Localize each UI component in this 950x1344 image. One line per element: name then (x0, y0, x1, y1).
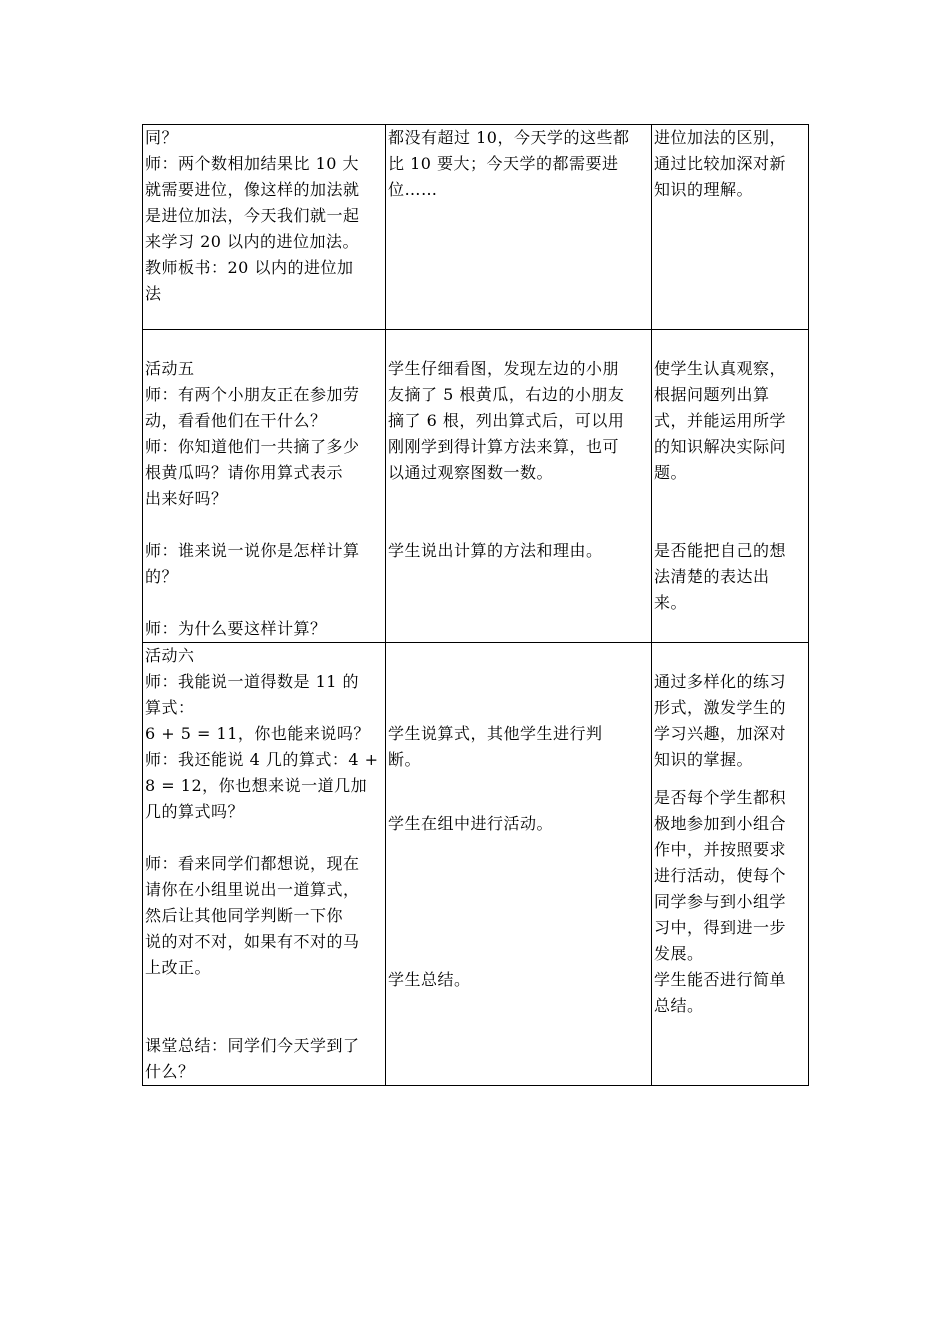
text-line: 友摘了 5 根黄瓜，右边的小朋友 (388, 385, 625, 404)
text-line: 式，并能运用所学 (654, 411, 787, 430)
text-line: 知识的掌握。 (654, 750, 754, 769)
spacer (145, 825, 383, 851)
text-line: 发展。 (654, 944, 704, 963)
text-line: 知识的理解。 (654, 180, 754, 199)
text-line: 学生仔细看图，发现左边的小朋 (388, 359, 620, 378)
design-intent-cell (652, 330, 809, 643)
text-line: 请你在小组里说出一道算式， (145, 880, 360, 899)
spacer (145, 981, 383, 1007)
spacer (388, 799, 649, 811)
spacer (388, 695, 649, 721)
text-line: 以通过观察图数一数。 (388, 463, 554, 482)
text-line: 师：你知道他们一共摘了多少 (145, 437, 360, 456)
text-line: 习中，得到进一步 (654, 918, 787, 937)
lesson-plan-table (142, 124, 809, 1086)
text-line: 法 (145, 284, 162, 303)
spacer (388, 643, 649, 669)
text-line: 使学生认真观察， (654, 359, 787, 378)
spacer (388, 486, 649, 512)
text-line: 教师板书：20 以内的进位加 (145, 258, 354, 277)
text-line: 是否每个学生都积 (654, 788, 787, 807)
spacer (145, 1007, 383, 1033)
text-line: 根黄瓜吗？请你用算式表示 (145, 463, 344, 482)
text-line: 通过多样化的练习 (654, 672, 787, 691)
teacher-activity-cell (143, 643, 386, 1086)
table-row (143, 643, 809, 1086)
text-line: 说的对不对，如果有不对的马 (145, 932, 360, 951)
text-line: 师：有两个小朋友正在参加劳 (145, 385, 360, 404)
text-line: 题。 (654, 463, 688, 482)
text-line: 6 + 5 = 11，你也能来说吗？ (145, 724, 370, 743)
text-line: 断。 (388, 750, 422, 769)
spacer (145, 590, 383, 616)
spacer (654, 330, 806, 356)
spacer (388, 837, 649, 863)
text-line: 就需要进位，像这样的加法就 (145, 180, 360, 199)
text-line: 同学参与到小组学 (654, 892, 787, 911)
text-line: 进位加法的区别， (654, 128, 787, 147)
text-line: 总结。 (654, 996, 704, 1015)
text-line: 什么？ (145, 1062, 195, 1081)
text-line: 作中，并按照要求 (654, 840, 787, 859)
spacer (388, 915, 649, 941)
text-line: 摘了 6 根，列出算式后，可以用 (388, 411, 625, 430)
spacer (654, 773, 806, 785)
spacer (388, 512, 649, 538)
text-line: 活动五 (145, 359, 195, 378)
spacer (388, 669, 649, 695)
text-line: 活动六 (145, 646, 195, 665)
design-intent-cell (652, 125, 809, 330)
text-line: 同？ (145, 128, 179, 147)
text-line: 来。 (654, 593, 688, 612)
text-line: 通过比较加深对新 (654, 154, 787, 173)
text-line: 出来好吗？ (145, 489, 228, 508)
text-line: 学习兴趣，加深对 (654, 724, 787, 743)
spacer (388, 941, 649, 967)
spacer (145, 512, 383, 538)
text-line: 位…… (388, 180, 438, 199)
text-line: 然后让其他同学判断一下你 (145, 906, 344, 925)
spacer (654, 486, 806, 512)
text-line: 师：我能说一道得数是 11 的 (145, 672, 360, 691)
text-line: 极地参加到小组合 (654, 814, 787, 833)
text-line: 的？ (145, 567, 179, 586)
text-line: 来学习 20 以内的进位加法。 (145, 232, 360, 251)
student-activity-cell (386, 643, 652, 1086)
text-line: 法清楚的表达出 (654, 567, 770, 586)
text-line: 比 10 要大；今天学的都需要进 (388, 154, 619, 173)
table-row (143, 125, 809, 330)
student-activity-cell (386, 330, 652, 643)
text-line: 师：看来同学们都想说，现在 (145, 854, 360, 873)
table-row (143, 330, 809, 643)
spacer (388, 889, 649, 915)
text-line: 上改正。 (145, 958, 212, 977)
text-line: 学生在组中进行活动。 (388, 814, 554, 833)
text-line: 的知识解决实际问 (654, 437, 787, 456)
text-line: 形式，激发学生的 (654, 698, 787, 717)
text-line: 师：两个数相加结果比 10 大 (145, 154, 360, 173)
text-line: 算式： (145, 698, 195, 717)
spacer (145, 330, 383, 356)
text-line: 学生能否进行简单 (654, 970, 787, 989)
text-line: 师：我还能说 4 几的算式：4 + (145, 750, 379, 769)
text-line: 几的算式吗？ (145, 802, 245, 821)
text-line: 是否能把自己的想 (654, 541, 787, 560)
spacer (654, 643, 806, 669)
text-line: 师：为什么要这样计算？ (145, 619, 327, 638)
spacer (388, 330, 649, 356)
text-line: 师：谁来说一说你是怎样计算 (145, 541, 360, 560)
text-line: 8 = 12，你也想来说一道几加 (145, 776, 368, 795)
text-line: 学生说算式，其他学生进行判 (388, 724, 603, 743)
student-activity-cell (386, 125, 652, 330)
text-line: 课堂总结：同学们今天学到了 (145, 1036, 360, 1055)
text-line: 动，看看他们在干什么？ (145, 411, 327, 430)
text-line: 都没有超过 10，今天学的这些都 (388, 128, 630, 147)
spacer (388, 863, 649, 889)
text-line: 是进位加法，今天我们就一起 (145, 206, 360, 225)
text-line: 刚刚学到得计算方法来算，也可 (388, 437, 620, 456)
teacher-activity-cell (143, 125, 386, 330)
spacer (654, 512, 806, 538)
text-line: 学生说出计算的方法和理由。 (388, 541, 603, 560)
text-line: 学生总结。 (388, 970, 471, 989)
spacer (388, 773, 649, 799)
text-line: 根据问题列出算 (654, 385, 770, 404)
teacher-activity-cell (143, 330, 386, 643)
text-line: 进行活动，使每个 (654, 866, 787, 885)
design-intent-cell (652, 643, 809, 1086)
